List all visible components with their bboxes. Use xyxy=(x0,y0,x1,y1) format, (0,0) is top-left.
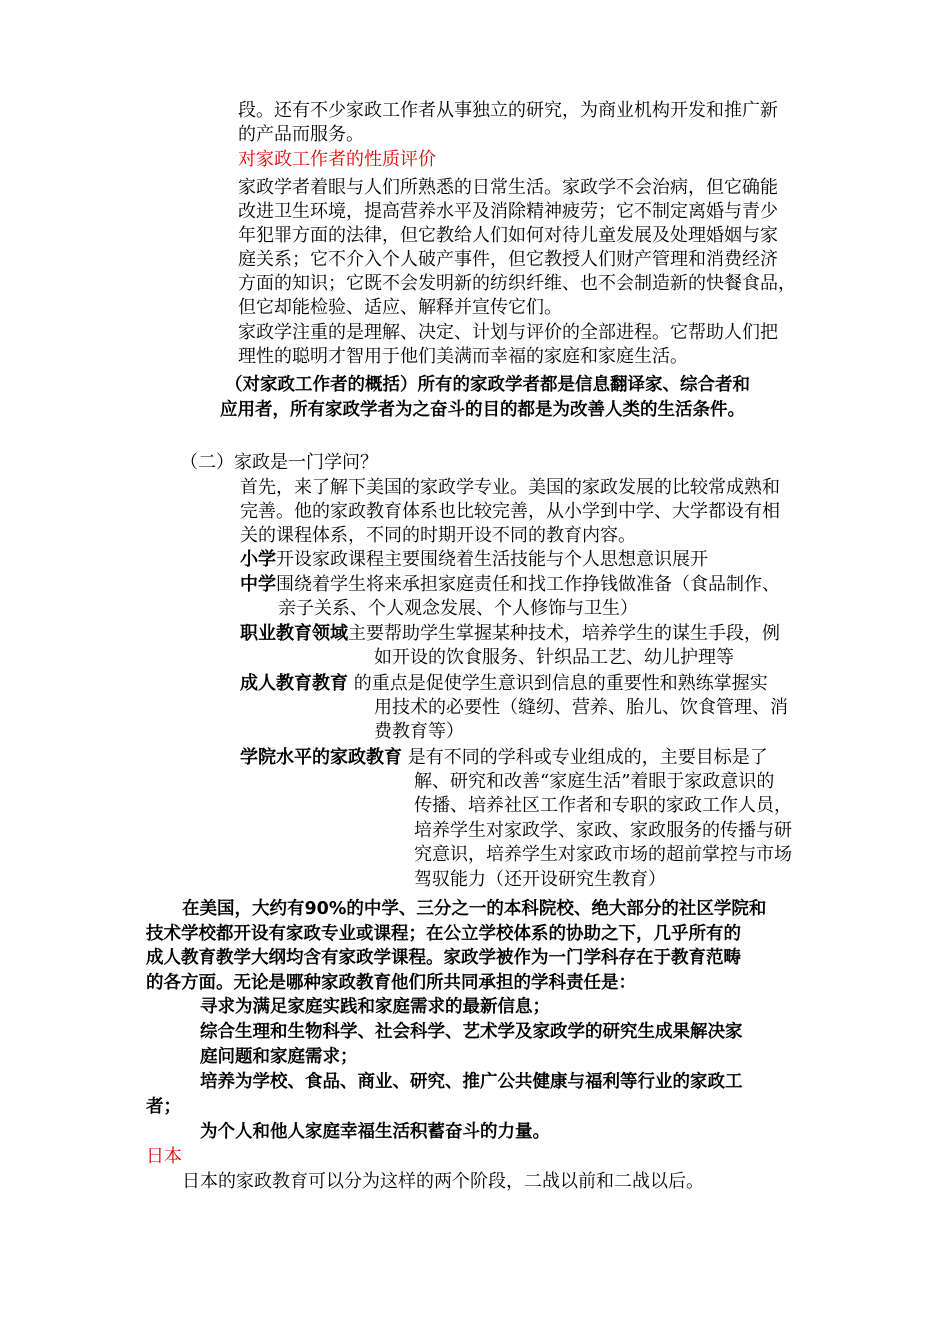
level-text: 的重点是促使学生意识到信息的重要性和熟练掌握实 xyxy=(348,673,768,694)
level-text: 驾驭能力（还开设研究生教育） xyxy=(414,869,666,890)
level-text: 开设家政课程主要围绕着生活技能与个人思想意识展开 xyxy=(276,549,708,570)
level-text: 如开设的饮食服务、针织品工艺、幼儿护理等 xyxy=(374,647,734,668)
summary-line: 应用者，所有家政学者为之奋斗的目的都是为改善人类的生活条件。 xyxy=(220,400,745,420)
duty-line: 寻求为满足家庭实践和家庭需求的最新信息； xyxy=(200,997,550,1017)
level-text: 亲子关系、个人观念发展、个人修饰与卫生） xyxy=(278,598,638,619)
duty-line: 培养为学校、食品、商业、研究、推广公共健康与福利等行业的家政工 xyxy=(200,1072,743,1092)
level-text: 费教育等） xyxy=(374,721,464,742)
text-line: 关的课程体系，不同的时期开设不同的教育内容。 xyxy=(240,525,636,546)
duty-line: 庭问题和家庭需求； xyxy=(200,1047,358,1067)
level-item xyxy=(240,746,768,770)
section-heading: 对家政工作者的性质评价 xyxy=(238,149,436,170)
level-text: 传播、培养社区工作者和专职的家政工作人员， xyxy=(414,795,792,816)
level-text: 围绕着学生将来承担家庭责任和找工作挣钱做准备（食品制作、 xyxy=(276,574,780,595)
section-heading: （二）家政是一门学问？ xyxy=(180,452,378,473)
level-term: 学院水平的家政教育 xyxy=(240,747,402,768)
level-text: 是有不同的学科或专业组成的，主要目标是了 xyxy=(402,747,768,768)
bold-line: 在美国，大约有90%的中学、三分之一的本科院校、绝大部分的社区学院和 xyxy=(182,899,767,919)
level-item xyxy=(240,573,780,597)
section-heading: 日本 xyxy=(146,1146,182,1167)
bold-line: 的各方面。无论是哪种家政教育他们所共同承担的学科责任是： xyxy=(146,973,636,993)
level-term: 中学 xyxy=(240,574,276,595)
level-text: 究意识，培养学生对家政市场的超前掌控与市场 xyxy=(414,844,792,865)
text-line: 的产品而服务。 xyxy=(238,124,364,145)
bold-line: 成人教育教学大纲均含有家政学课程。家政学被作为一门学科存在于教育范畴 xyxy=(146,948,741,968)
text-line: 段。还有不少家政工作者从事独立的研究，为商业机构开发和推广新 xyxy=(238,100,778,121)
level-term: 小学 xyxy=(240,549,276,570)
text-line: 年犯罪方面的法律，但它教给人们如何对待儿童发展及处理婚姻与家 xyxy=(238,225,778,246)
duty-line: 综合生理和生物科学、社会科学、艺术学及家政学的研究生成果解决家 xyxy=(200,1022,743,1042)
level-item xyxy=(240,622,780,646)
duty-line: 为个人和他人家庭幸福生活积蓄奋斗的力量。 xyxy=(200,1122,550,1142)
text-line: 改进卫生环境，提高营养水平及消除精神疲劳；它不制定离婚与青少 xyxy=(238,201,778,222)
text-line: 方面的知识；它既不会发明新的纺织纤维、也不会制造新的快餐食品， xyxy=(238,273,796,294)
level-item xyxy=(240,548,708,572)
level-text: 用技术的必要性（缝纫、营养、胎儿、饮食管理、消 xyxy=(374,697,788,718)
level-term: 成人教育教育 xyxy=(240,673,348,694)
bold-line: 技术学校都开设有家政专业或课程；在公立学校体系的协助之下，几乎所有的 xyxy=(146,924,741,944)
text-line: 家政学注重的是理解、决定、计划与评价的全部进程。它帮助人们把 xyxy=(238,322,778,343)
text-line: 首先，来了解下美国的家政学专业。美国的家政发展的比较常成熟和 xyxy=(240,477,780,498)
level-text: 培养学生对家政学、家政、家政服务的传播与研 xyxy=(414,820,792,841)
text-line: 完善。他的家政教育体系也比较完善，从小学到中学、大学都设有相 xyxy=(240,501,780,522)
text-line: 家政学者着眼与人们所熟悉的日常生活。家政学不会治病，但它确能 xyxy=(238,177,778,198)
text-line: 理性的聪明才智用于他们美满而幸福的家庭和家庭生活。 xyxy=(238,346,688,367)
summary-line: （对家政工作者的概括）所有的家政学者都是信息翻译家、综合者和 xyxy=(225,375,750,395)
level-text: 解、研究和改善“家庭生活”着眼于家政意识的 xyxy=(414,771,775,792)
text-line: 庭关系；它不介入个人破产事件，但它教授人们财产管理和消费经济 xyxy=(238,249,778,270)
level-text: 主要帮助学生掌握某种技术，培养学生的谋生手段，例 xyxy=(348,623,780,644)
duty-line: 者； xyxy=(146,1097,181,1117)
level-item xyxy=(240,672,768,696)
text-line: 日本的家政教育可以分为这样的两个阶段，二战以前和二战以后。 xyxy=(182,1171,704,1192)
text-line: 但它却能检验、适应、解释并宣传它们。 xyxy=(238,297,562,318)
level-term: 职业教育领域 xyxy=(240,623,348,644)
